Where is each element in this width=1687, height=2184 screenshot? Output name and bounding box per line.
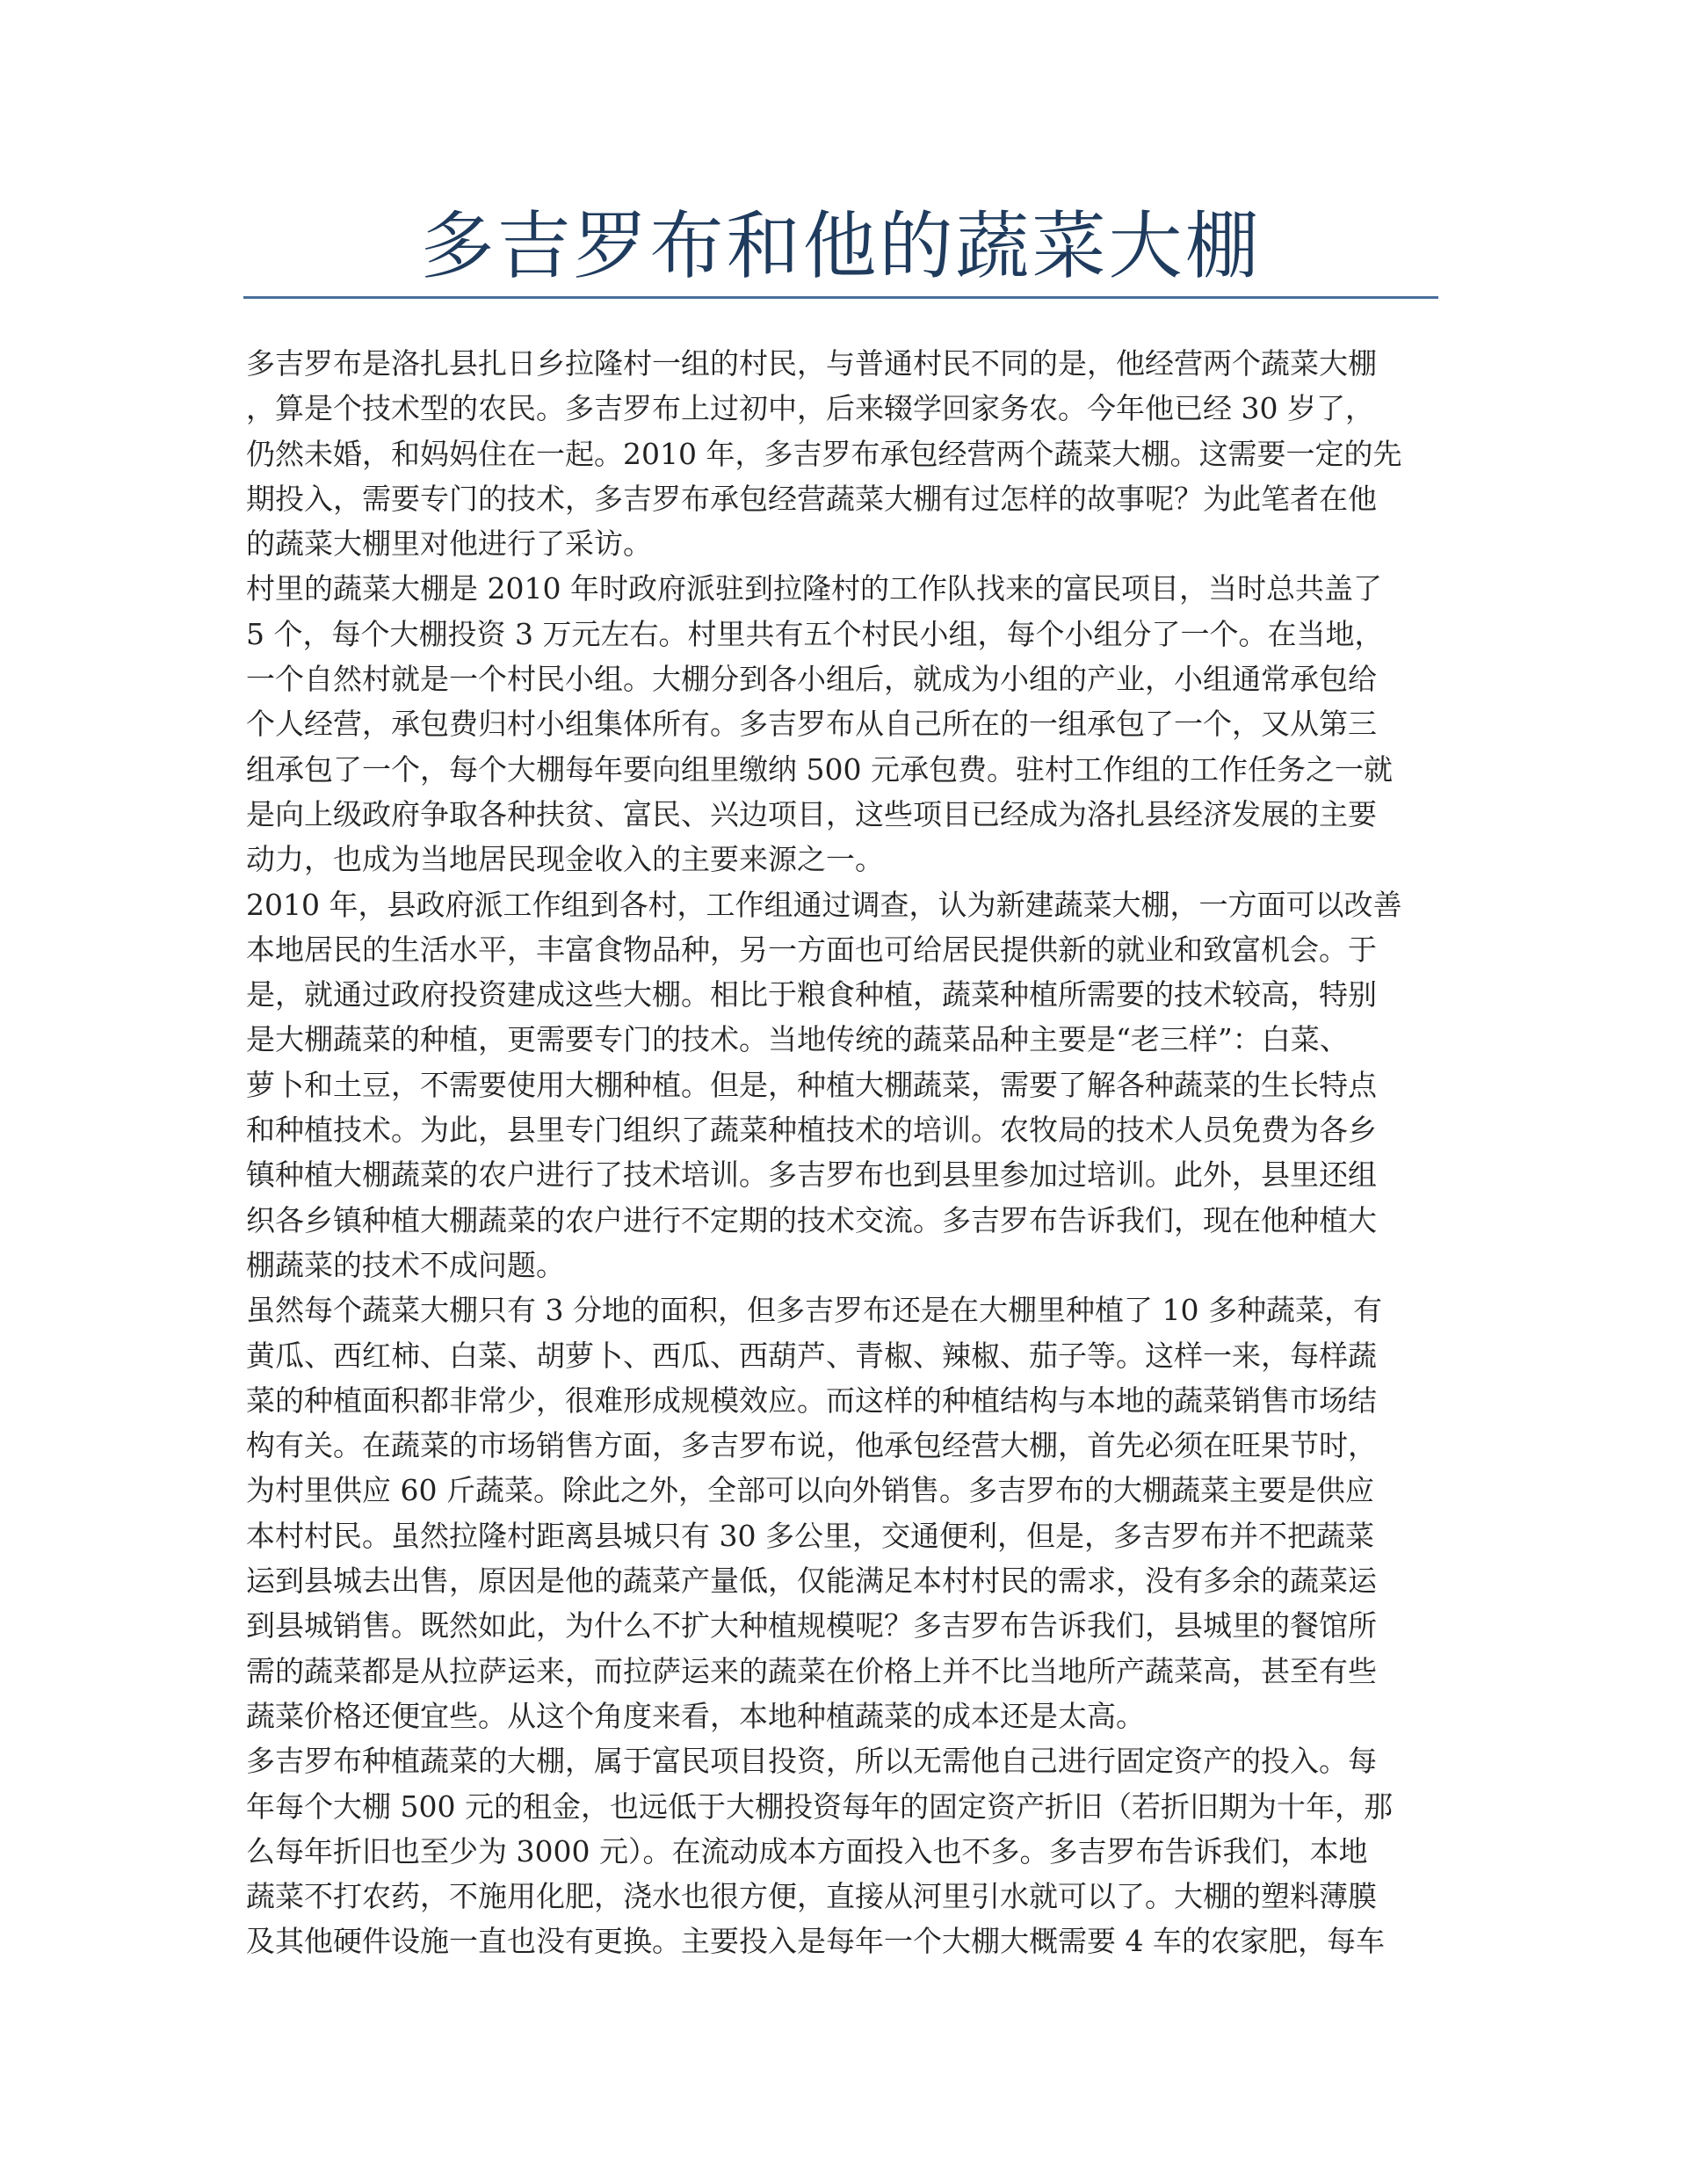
- text-line: 织各乡镇种植大棚蔬菜的农户进行不定期的技术交流。多吉罗布告诉我们，现在他种植大: [246, 1202, 1377, 1237]
- text-line: 是向上级政府争取各种扶贫、富民、兴边项目，这些项目已经成为洛扎县经济发展的主要: [246, 796, 1377, 831]
- text-line: 个人经营，承包费归村小组集体所有。多吉罗布从自己所在的一组承包了一个，又从第三: [246, 707, 1377, 742]
- paragraph-3: [246, 882, 1434, 1288]
- paragraph-5: [246, 1738, 1434, 1963]
- text-line: 蔬菜价格还便宜些。从这个角度来看，本地种植蔬菜的成本还是太高。: [246, 1698, 1145, 1733]
- text-line: 动力，也成为当地居民现金收入的主要来源之一。: [246, 842, 884, 877]
- text-line: 棚蔬菜的技术不成问题。: [246, 1247, 565, 1282]
- text-line: ，算是个技术型的农民。多吉罗布上过初中，后来辍学回家务农。今年他已经 30 岁了，: [246, 391, 1374, 426]
- text-line: 么每年折旧也至少为 3000 元）。在流动成本方面投入也不多。多吉罗布告诉我们，本地: [246, 1833, 1368, 1868]
- text-line: 为村里供应 60 斤蔬菜。除此之外，全部可以向外销售。多吉罗布的大棚蔬菜主要是供应: [246, 1473, 1374, 1508]
- paragraph-2: [246, 566, 1434, 882]
- text-line: 本地居民的生活水平，丰富食物品种，另一方面也可给居民提供新的就业和致富机会。于: [246, 932, 1377, 967]
- paragraph-4: [246, 1288, 1434, 1738]
- text-line: 萝卜和土豆，不需要使用大棚种植。但是，种植大棚蔬菜，需要了解各种蔬菜的生长特点: [246, 1067, 1377, 1102]
- text-line: 2010 年，县政府派工作组到各村，工作组通过调查，认为新建蔬菜大棚，一方面可以改善: [246, 887, 1402, 922]
- text-line: 组承包了一个，每个大棚每年要向组里缴纳 500 元承包费。驻村工作组的工作任务之一就: [246, 751, 1393, 787]
- text-line: 及其他硬件设施一直也没有更换。主要投入是每年一个大棚大概需要 4 车的农家肥，每车: [246, 1924, 1385, 1959]
- text-line: 到县城销售。既然如此，为什么不扩大种植规模呢？多吉罗布告诉我们，县城里的餐馆所: [246, 1608, 1377, 1643]
- text-line: 的蔬菜大棚里对他进行了采访。: [246, 526, 652, 562]
- text-line: 本村村民。虽然拉隆村距离县城只有 30 多公里，交通便利，但是，多吉罗布并不把蔬菜: [246, 1518, 1374, 1553]
- text-line: 镇种植大棚蔬菜的农户进行了技术培训。多吉罗布也到县里参加过培训。此外，县里还组: [246, 1157, 1377, 1193]
- page-title: 多吉罗布和他的蔬菜大棚: [420, 203, 1262, 289]
- text-line: 蔬菜不打农药，不施用化肥，浇水也很方便，直接从河里引水就可以了。大棚的塑料薄膜: [246, 1879, 1377, 1914]
- text-line: 需的蔬菜都是从拉萨运来，而拉萨运来的蔬菜在价格上并不比当地所产蔬菜高，甚至有些: [246, 1653, 1377, 1688]
- text-line: 年每个大棚 500 元的租金，也远低于大棚投资每年的固定资产折旧（若折旧期为十年，那: [246, 1789, 1393, 1824]
- text-line: 多吉罗布种植蔬菜的大棚，属于富民项目投资，所以无需他自己进行固定资产的投入。每: [246, 1744, 1377, 1779]
- text-line: 期投入，需要专门的技术，多吉罗布承包经营蔬菜大棚有过怎样的故事呢？为此笔者在他: [246, 481, 1377, 516]
- text-line: 运到县城去出售，原因是他的蔬菜产量低，仅能满足本村村民的需求，没有多余的蔬菜运: [246, 1564, 1377, 1599]
- text-line: 和种植技术。为此，县里专门组织了蔬菜种植技术的培训。农牧局的技术人员免费为各乡: [246, 1113, 1377, 1148]
- text-line: 菜的种植面积都非常少，很难形成规模效应。而这样的种植结构与本地的蔬菜销售市场结: [246, 1382, 1377, 1418]
- text-line: 是，就通过政府投资建成这些大棚。相比于粮食种植，蔬菜种植所需要的技术较高，特别: [246, 977, 1377, 1012]
- text-line: 构有关。在蔬菜的市场销售方面，多吉罗布说，他承包经营大棚，首先必须在旺果节时，: [246, 1428, 1377, 1463]
- text-line: 仍然未婚，和妈妈住在一起。2010 年，多吉罗布承包经营两个蔬菜大棚。这需要一定的先: [246, 436, 1402, 471]
- text-line: 黄瓜、西红柿、白菜、胡萝卜、西瓜、西葫芦、青椒、辣椒、茄子等。这样一来，每样蔬: [246, 1338, 1377, 1373]
- text-line: 5 个，每个大棚投资 3 万元左右。村里共有五个村民小组，每个小组分了一个。在当地，: [246, 616, 1384, 651]
- text-line: 多吉罗布是洛扎县扎日乡拉隆村一组的村民，与普通村民不同的是，他经营两个蔬菜大棚: [246, 346, 1377, 381]
- article-body: [246, 341, 1434, 1964]
- text-line: 虽然每个蔬菜大棚只有 3 分地的面积，但多吉罗布还是在大棚里种植了 10 多种蔬菜，有: [246, 1293, 1382, 1328]
- paragraph-1: [246, 341, 1434, 566]
- text-line: 村里的蔬菜大棚是 2010 年时政府派驻到拉隆村的工作队找来的富民项目，当时总共盖了: [246, 571, 1382, 606]
- title-divider: [243, 296, 1438, 299]
- text-line: 是大棚蔬菜的种植，更需要专门的技术。当地传统的蔬菜品种主要是“老三样”：白菜、: [246, 1022, 1349, 1057]
- text-line: 一个自然村就是一个村民小组。大棚分到各小组后，就成为小组的产业，小组通常承包给: [246, 662, 1377, 697]
